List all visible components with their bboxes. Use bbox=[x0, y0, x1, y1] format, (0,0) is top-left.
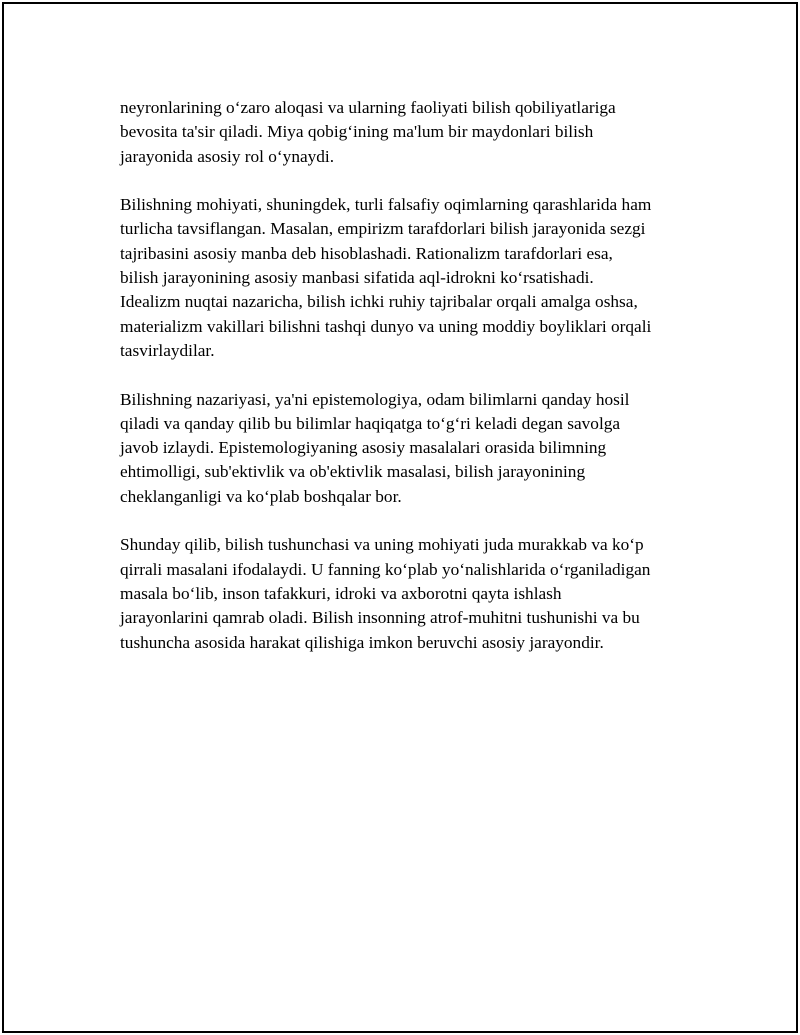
paragraph-epistemology: Bilishning nazariyasi, ya'ni epistemologiya, odam bilimlarni qanday hosil qiladi va qanday qilib bu bilimlar haqiqatga to‘g‘ri keladi degan savolga javob izlaydi. Epistemologiyaning asosiy masalalari orasida bilimning ehtimolligi, sub'ektivlik va ob'ektivlik masalasi, bilish jarayonining cheklanganligi va ko‘plab boshqalar bor. bbox=[120, 389, 630, 506]
document-page bbox=[2, 2, 798, 1033]
page-body bbox=[120, 96, 700, 679]
paragraph-neuron-connections: neyronlarining o‘zaro aloqasi va ularning faoliyati bilish qobiliyatlariga bevosita ta'sir qiladi. Miya qobig‘ining ma'lum bir maydonlari bilish jarayonida asosiy rol o‘ynaydi. bbox=[120, 98, 616, 166]
paragraph-conclusion: Shunday qilib, bilish tushunchasi va uning mohiyati juda murakkab va ko‘p qirrali masalani ifodalaydi. U fanning ko‘plab yo‘nalishlarida o‘rganiladigan masala bo‘lib, inson tafakkuri, idroki va axborotni qayta ishlash jarayonlarini qamrab oladi. Bilish insonning atrof-muhitni tushunishi va bu tushuncha asosida harakat qilishiga imkon beruvchi asosiy jarayondir. bbox=[120, 535, 651, 652]
paragraph-philosophical-views: Bilishning mohiyati, shuningdek, turli falsafiy oqimlarning qarashlarida ham turlicha tavsiflangan. Masalan, empirizm tarafdorlari bilish jarayonida sezgi tajribasini asosiy manba deb hisoblashadi. Rationalizm tarafdorlari esa, bilish jarayonining asosiy manbasi sifatida aql-idrokni ko‘rsatishadi. Idealizm nuqtai nazaricha, bilish ichki ruhiy tajribalar orqali amalga oshsa, materializm vakillari bilishni tashqi dunyo va uning moddiy boyliklari orqali tasvirlaydilar. bbox=[120, 195, 652, 360]
